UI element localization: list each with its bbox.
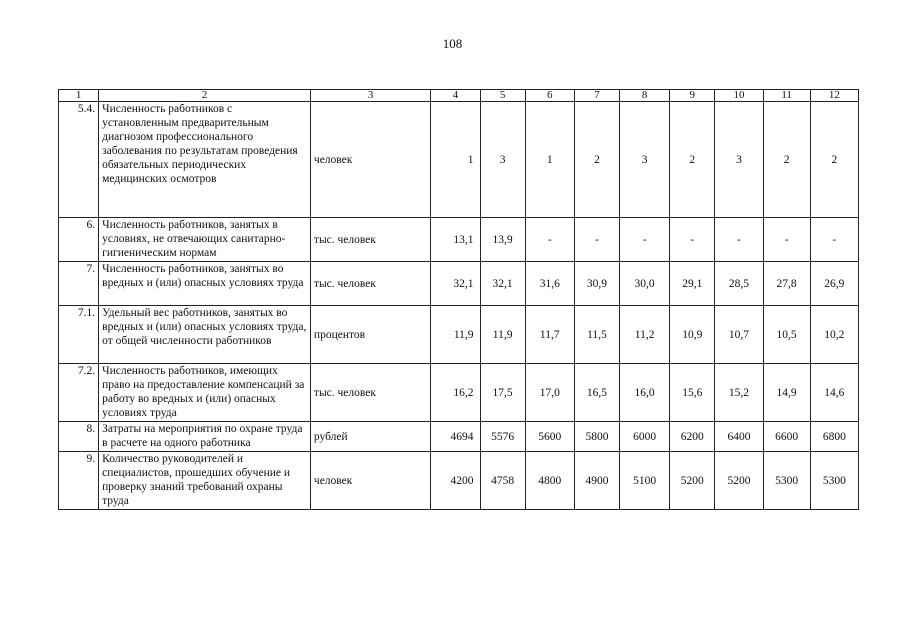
row-number: 5.4. [59, 102, 99, 218]
table-header [59, 90, 859, 102]
value-cell: 26,9 [810, 262, 858, 306]
value-cell: 16,5 [574, 364, 619, 422]
value-cell: 14,9 [763, 364, 810, 422]
value-cell: 1 [525, 102, 574, 218]
value-cell: 13,1 [431, 218, 480, 262]
row-number: 8. [59, 422, 99, 452]
value-cell: 3 [715, 102, 763, 218]
table-row [59, 364, 859, 422]
value-cell: - [715, 218, 763, 262]
value-cell: 10,7 [715, 306, 763, 364]
unit-cell: процентов [310, 306, 430, 364]
indicator-name: Численность работников с установленным предварительным диагнозом профессионального заболевания по результатам проведения обязательных периодических медицинских осмотров [99, 102, 311, 218]
value-cell: 5800 [574, 422, 619, 452]
table-row [59, 422, 859, 452]
unit-cell: тыс. человек [310, 218, 430, 262]
unit-cell: тыс. человек [310, 262, 430, 306]
column-header: 7 [574, 90, 619, 102]
table-row [59, 306, 859, 364]
value-cell: 29,1 [670, 262, 715, 306]
row-number: 7.2. [59, 364, 99, 422]
value-cell: 30,0 [620, 262, 670, 306]
value-cell: 13,9 [480, 218, 525, 262]
column-header: 8 [620, 90, 670, 102]
column-header: 6 [525, 90, 574, 102]
value-cell: 15,2 [715, 364, 763, 422]
value-cell: 3 [620, 102, 670, 218]
value-cell: 6600 [763, 422, 810, 452]
value-cell: 5300 [763, 452, 810, 510]
value-cell: - [620, 218, 670, 262]
value-cell: 3 [480, 102, 525, 218]
value-cell: 2 [574, 102, 619, 218]
value-cell: 10,9 [670, 306, 715, 364]
value-cell: 32,1 [431, 262, 480, 306]
column-header: 5 [480, 90, 525, 102]
value-cell: 10,2 [810, 306, 858, 364]
value-cell: 14,6 [810, 364, 858, 422]
value-cell: 6800 [810, 422, 858, 452]
value-cell: 6400 [715, 422, 763, 452]
page-number: 108 [442, 36, 463, 51]
value-cell: 32,1 [480, 262, 525, 306]
column-header: 3 [310, 90, 430, 102]
value-cell: - [810, 218, 858, 262]
value-cell: 15,6 [670, 364, 715, 422]
unit-cell: человек [310, 102, 430, 218]
value-cell: - [574, 218, 619, 262]
indicator-name: Количество руководителей и специалистов, прошедших обучение и проверку знаний требований охраны труда [99, 452, 311, 510]
value-cell: 5300 [810, 452, 858, 510]
value-cell: 5100 [620, 452, 670, 510]
unit-cell: тыс. человек [310, 364, 430, 422]
column-header: 10 [715, 90, 763, 102]
value-cell: 30,9 [574, 262, 619, 306]
value-cell: 27,8 [763, 262, 810, 306]
value-cell: 11,9 [431, 306, 480, 364]
value-cell: 11,7 [525, 306, 574, 364]
row-number: 6. [59, 218, 99, 262]
unit-cell: рублей [310, 422, 430, 452]
value-cell: 4758 [480, 452, 525, 510]
value-cell: 17,5 [480, 364, 525, 422]
value-cell: - [525, 218, 574, 262]
column-header: 11 [763, 90, 810, 102]
value-cell: 1 [431, 102, 480, 218]
indicator-name: Численность работников, занятых в условиях, не отвечающих санитарно-гигиеническим нормам [99, 218, 311, 262]
column-header: 1 [59, 90, 99, 102]
indicator-name: Численность работников, занятых во вредных и (или) опасных условиях труда [99, 262, 311, 306]
value-cell: 11,2 [620, 306, 670, 364]
value-cell: 5200 [670, 452, 715, 510]
column-header: 4 [431, 90, 480, 102]
value-cell: 11,5 [574, 306, 619, 364]
value-cell: 4900 [574, 452, 619, 510]
value-cell: 17,0 [525, 364, 574, 422]
value-cell: 2 [763, 102, 810, 218]
table-row [59, 452, 859, 510]
value-cell: 4800 [525, 452, 574, 510]
indicator-name: Численность работников, имеющих право на предоставление компенсаций за работу во вредных и (или) опасных условиях труда [99, 364, 311, 422]
indicator-name: Затраты на мероприятия по охране труда в расчете на одного работника [99, 422, 311, 452]
row-number: 9. [59, 452, 99, 510]
column-header: 2 [99, 90, 311, 102]
value-cell: 10,5 [763, 306, 810, 364]
value-cell: - [670, 218, 715, 262]
table-row [59, 262, 859, 306]
value-cell: 2 [810, 102, 858, 218]
table-row [59, 218, 859, 262]
indicators-table [58, 89, 859, 510]
value-cell: 5600 [525, 422, 574, 452]
unit-cell: человек [310, 452, 430, 510]
value-cell: 2 [670, 102, 715, 218]
row-number: 7. [59, 262, 99, 306]
value-cell: 6000 [620, 422, 670, 452]
value-cell: - [763, 218, 810, 262]
value-cell: 11,9 [480, 306, 525, 364]
value-cell: 5200 [715, 452, 763, 510]
column-header: 9 [670, 90, 715, 102]
value-cell: 16,2 [431, 364, 480, 422]
value-cell: 6200 [670, 422, 715, 452]
table-row [59, 102, 859, 218]
row-number: 7.1. [59, 306, 99, 364]
column-header: 12 [810, 90, 858, 102]
value-cell: 16,0 [620, 364, 670, 422]
value-cell: 31,6 [525, 262, 574, 306]
value-cell: 4200 [431, 452, 480, 510]
value-cell: 28,5 [715, 262, 763, 306]
value-cell: 4694 [431, 422, 480, 452]
indicator-name: Удельный вес работников, занятых во вредных и (или) опасных условиях труда, от общей численности работников [99, 306, 311, 364]
value-cell: 5576 [480, 422, 525, 452]
